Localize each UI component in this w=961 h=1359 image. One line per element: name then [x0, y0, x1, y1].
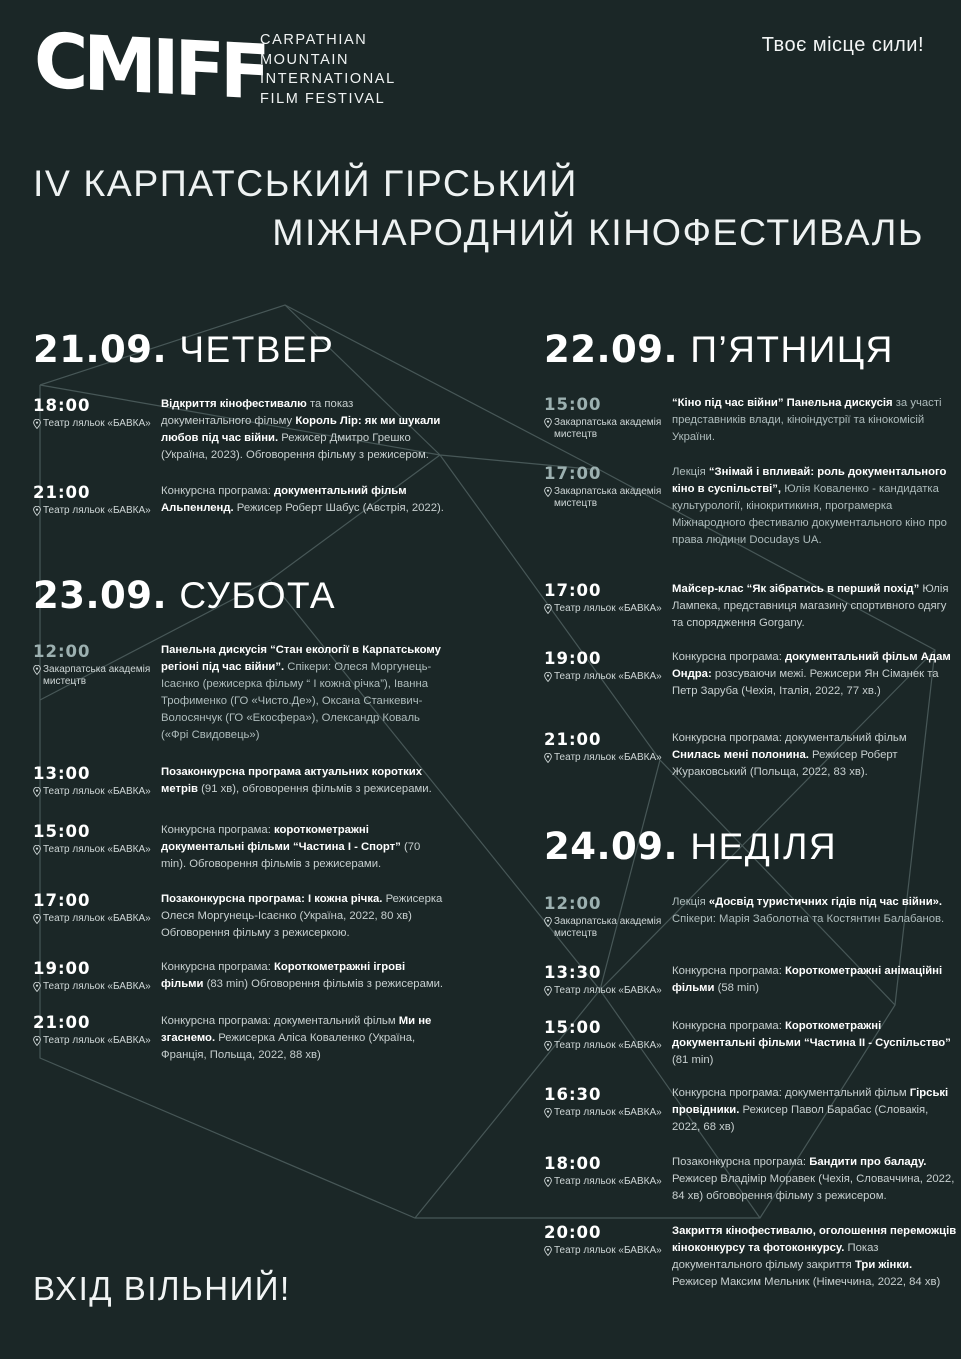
event-text: Позаконкурсна програма: — [672, 1156, 810, 1168]
event-description — [672, 649, 957, 700]
event-venue-label: Театр ляльок «БАВКА» — [43, 505, 151, 516]
event-venue-label: Закарпатська академія мистецтв — [554, 916, 662, 939]
event-highlight: документальний фільм Адам Ондра: — [672, 651, 951, 680]
event-venue-label: Театр ляльок «БАВКА» — [554, 985, 662, 996]
event-venue-label: Театр ляльок «БАВКА» — [554, 1040, 662, 1051]
event-description — [672, 464, 957, 549]
event-text: (81 min) — [672, 1054, 714, 1066]
event-text: Спікери: Марія Заболотна та Костянтин Балабанов. — [672, 913, 945, 925]
event-time: 21:00 — [544, 730, 602, 749]
location-pin-icon — [544, 1246, 552, 1256]
event-text: Конкурсна програма: — [161, 485, 274, 497]
event-time: 17:00 — [33, 891, 91, 910]
day-name: НЕДІЛЯ — [690, 826, 838, 867]
event-time: 20:00 — [544, 1223, 602, 1242]
event-text: Лекція — [672, 896, 709, 908]
event-time: 15:00 — [544, 395, 602, 414]
logo-subtitle-line: MOUNTAIN — [260, 51, 350, 68]
event-venue-label: Театр ляльок «БАВКА» — [43, 786, 151, 797]
event-venue — [544, 603, 674, 615]
event-venue — [544, 1176, 674, 1188]
event-highlight: Короткометражні ігрові фільми — [161, 961, 406, 990]
location-pin-icon — [33, 665, 41, 675]
event-text: Конкурсна програма: — [672, 1020, 785, 1032]
event-time: 12:00 — [33, 642, 91, 661]
event-text: Спікери: Олеся Моргунець-Ісаєнко (режисерка фільму “ І кожна річка”), Іванна Трофименко (ГО «Чисто.Де»), Оксана Станкевич-Волосянчук (ГО «Екосфера»), Олександр Коваль («Фрі Свидовець») — [161, 661, 432, 741]
event-highlight: Ми не згаснемо. — [161, 1015, 432, 1044]
event-text: Конкурсна програма: — [672, 965, 785, 977]
event-venue — [33, 981, 163, 993]
event-venue-label: Театр ляльок «БАВКА» — [43, 1035, 151, 1046]
event-venue-label: Закарпатська академія мистецтв — [554, 417, 662, 440]
event-venue-label: Театр ляльок «БАВКА» — [554, 1245, 662, 1256]
event-time: 17:00 — [544, 581, 602, 600]
event-venue — [33, 505, 163, 517]
event-text: Конкурсна програма: — [672, 651, 785, 663]
event-highlight: “Знімай і впливай: роль документального кіно в суспільстві”, — [672, 466, 947, 495]
event-text: (58 min) — [714, 982, 760, 994]
location-pin-icon — [544, 1041, 552, 1051]
event-highlight: Позаконкурсна програма актуальних коротких метрів — [161, 766, 423, 795]
logo-subtitle-line: INTERNATIONAL — [260, 71, 396, 87]
location-pin-icon — [33, 506, 41, 516]
event-venue-label: Закарпатська академія мистецтв — [554, 486, 662, 509]
event-venue — [33, 913, 163, 925]
event-time: 13:00 — [33, 764, 91, 783]
event-time: 19:00 — [33, 959, 91, 978]
event-highlight: Бандити про баладу. — [809, 1156, 927, 1168]
event-time: 17:00 — [544, 464, 602, 483]
day-date: 24.09. — [544, 825, 679, 868]
event-highlight: Панельна дискусія “Стан екології в Карпатському регіоні під час війни”. — [161, 644, 441, 673]
festival-title-line-1: IV КАРПАТСЬКИЙ ГІРСЬКИЙ — [33, 162, 578, 204]
event-description — [672, 894, 957, 928]
day-header — [544, 825, 961, 875]
day-block-sunday — [544, 825, 961, 1288]
event-time: 15:00 — [544, 1018, 602, 1037]
event-highlight: Позаконкурсна програма: І кожна річка. — [161, 893, 383, 905]
event-venue-label: Театр ляльок «БАВКА» — [43, 913, 151, 924]
location-pin-icon — [33, 982, 41, 992]
event-text: за участі представників влади, кіноіндустрії та кінокомісій України. — [672, 397, 942, 443]
location-pin-icon — [544, 418, 552, 428]
event-description — [672, 963, 957, 997]
day-block-friday — [544, 328, 961, 778]
event-text: (83 min) Обговорення фільмів з режисерами. — [203, 978, 444, 990]
logo-subtitle-line: FILM FESTIVAL — [260, 90, 386, 107]
location-pin-icon — [33, 1036, 41, 1046]
location-pin-icon — [544, 672, 552, 682]
event-text: Режисер Максим Мельник (Німеччина, 2022, 84 хв) — [672, 1276, 941, 1288]
event-highlight: “Кіно під час війни” Панельна дискусія — [672, 397, 893, 409]
event-venue — [544, 417, 674, 441]
event-venue-label: Театр ляльок «БАВКА» — [554, 1176, 662, 1187]
event-venue — [33, 786, 163, 798]
location-pin-icon — [544, 917, 552, 927]
event-venue-label: Закарпатська академія мистецтв — [43, 664, 151, 687]
location-pin-icon — [544, 487, 552, 497]
location-pin-icon — [544, 1177, 552, 1187]
event-time: 13:30 — [544, 963, 602, 982]
event-text: Режисер Павол Барабас (Словакія, 2022, 68 хв) — [672, 1104, 929, 1133]
event-text: Конкурсна програма: — [161, 824, 274, 836]
event-text: Режисер Владімір Моравек (Чехія, Словаччина, 2022, 84 хв) обговорення фільму з режисером. — [672, 1173, 955, 1202]
event-description — [161, 764, 446, 798]
event-venue — [33, 418, 163, 430]
event-venue-label: Театр ляльок «БАВКА» — [554, 603, 662, 614]
event-highlight: Майсер-клас “Як зібратись в перший похід” — [672, 583, 920, 595]
event-venue — [33, 844, 163, 856]
event-description — [672, 395, 957, 446]
day-name: П’ЯТНИЦЯ — [690, 329, 894, 370]
event-time: 19:00 — [544, 649, 602, 668]
event-time: 12:00 — [544, 894, 602, 913]
event-description — [672, 1085, 957, 1136]
event-venue-label: Театр ляльок «БАВКА» — [43, 844, 151, 855]
event-highlight: короткометражні документальні фільми “Частина І - Спорт” — [161, 824, 401, 853]
festival-logo: CMIFF — [34, 16, 266, 118]
event-highlight: «Досвід туристичних гідів під час війни». — [708, 896, 943, 908]
day-date: 23.09. — [33, 574, 168, 617]
event-venue — [544, 1107, 674, 1119]
event-description — [672, 581, 957, 632]
location-pin-icon — [33, 914, 41, 924]
event-venue-label: Театр ляльок «БАВКА» — [554, 1107, 662, 1118]
event-text: Показ документального фільму закриття — [672, 1242, 879, 1271]
event-text: Конкурсна програма: документальний фільм — [161, 1015, 399, 1027]
slogan: Твоє місце сили! — [761, 34, 924, 56]
event-venue-label: Театр ляльок «БАВКА» — [43, 981, 151, 992]
event-description — [161, 396, 446, 464]
festival-title-line-2: МІЖНАРОДНИЙ КІНОФЕСТИВАЛЬ — [272, 211, 924, 253]
day-name: ЧЕТВЕР — [179, 329, 335, 370]
day-name: СУБОТА — [179, 575, 337, 616]
event-description — [161, 891, 446, 942]
day-header — [33, 328, 453, 378]
event-text: Режисерка Олеся Моргунець-Ісаєнко (Україна, 2022, 80 хв) Обговорення фільму з режисеркою. — [161, 893, 443, 939]
location-pin-icon — [33, 845, 41, 855]
day-date: 21.09. — [33, 328, 168, 371]
event-time: 15:00 — [33, 822, 91, 841]
location-pin-icon — [33, 419, 41, 429]
event-venue — [544, 671, 674, 683]
event-text: (70 min). Обговорення фільмів з режисерами. — [161, 841, 421, 870]
event-venue — [544, 486, 674, 510]
event-highlight: документальний фільм Альпенленд. — [161, 485, 407, 514]
event-description — [161, 483, 446, 517]
event-text: Юлія Коваленко - кандидатка культурології, кінокритикиня, програмерка Міжнародного фестивалю документального кіно про права людини Docudays UA. — [672, 483, 947, 546]
event-time: 18:00 — [33, 396, 91, 415]
event-highlight: Короткометражні анімаційні фільми — [672, 965, 943, 994]
event-text: Конкурсна програма: — [161, 961, 274, 973]
event-text: Режисерка Аліса Коваленко (Україна, Франція, Польща, 2022, 88 хв) — [161, 1032, 416, 1061]
event-text: Конкурсна програма: документальний фільм — [672, 1087, 910, 1099]
event-description — [672, 730, 957, 781]
event-description — [161, 822, 446, 873]
event-venue — [544, 752, 674, 764]
event-venue — [544, 916, 674, 940]
event-venue — [544, 1040, 674, 1052]
event-highlight: Відкриття кінофестивалю — [161, 398, 307, 410]
location-pin-icon — [544, 753, 552, 763]
day-block-saturday — [33, 574, 453, 1061]
event-highlight: Закриття кінофестивалю, оголошення переможців кіноконкурсу та фотоконкурсу. — [672, 1225, 957, 1254]
day-header — [544, 328, 961, 378]
logo-subtitle-line: CARPATHIAN — [260, 32, 368, 48]
event-text: Режисер Роберт Шабус (Австрія, 2022). — [233, 502, 444, 514]
event-time: 18:00 — [544, 1154, 602, 1173]
event-time: 16:30 — [544, 1085, 602, 1104]
event-description — [161, 959, 446, 993]
free-entry-notice: ВХІД ВІЛЬНИЙ! — [33, 1270, 291, 1307]
event-text: Юлія Лампека, представниця магазину спортивного одягу та спорядження Gorgany. — [672, 583, 949, 629]
location-pin-icon — [33, 787, 41, 797]
event-highlight: Гірські провідники. — [672, 1087, 949, 1116]
event-highlight: Король Лір: як ми шукали любов під час війни. — [161, 415, 441, 444]
event-venue — [33, 1035, 163, 1047]
event-description — [672, 1223, 957, 1291]
event-text: Лекція — [672, 466, 709, 478]
event-description — [672, 1154, 957, 1205]
day-block-thursday — [33, 328, 453, 516]
day-header — [33, 574, 453, 624]
event-description — [161, 1013, 446, 1064]
event-highlight: Короткометражні документальні фільми “Частина ІІ - Суспільство” — [672, 1020, 951, 1049]
event-venue-label: Театр ляльок «БАВКА» — [554, 752, 662, 763]
event-text: розсуваючи межі. Режисери Ян Сіманек та Петр Заруба (Чехія, Італія, 2022, 77 хв.) — [672, 668, 939, 697]
location-pin-icon — [544, 1108, 552, 1118]
event-highlight: Три жінки. — [854, 1259, 913, 1271]
event-description — [672, 1018, 957, 1069]
event-time: 21:00 — [33, 483, 91, 502]
location-pin-icon — [544, 986, 552, 996]
logo-subtitle — [260, 31, 396, 109]
event-text: Режисер Роберт Жураковський (Польща, 2022, 83 хв). — [672, 749, 898, 778]
event-text: Режисер Дмитро Грешко (Україна, 2023). Обговорення фільму з режисером. — [161, 432, 429, 461]
event-venue-label: Театр ляльок «БАВКА» — [43, 418, 151, 429]
event-text: та показ документального фільму — [161, 398, 354, 427]
event-text: Конкурсна програма: документальний фільм — [672, 732, 907, 744]
event-time: 21:00 — [33, 1013, 91, 1032]
day-date: 22.09. — [544, 328, 679, 371]
event-venue — [544, 985, 674, 997]
event-venue-label: Театр ляльок «БАВКА» — [554, 671, 662, 682]
event-highlight: Снилась мені полонина. — [672, 749, 809, 761]
event-venue — [33, 664, 163, 688]
event-venue — [544, 1245, 674, 1257]
event-description — [161, 642, 446, 744]
location-pin-icon — [544, 604, 552, 614]
event-text: (91 хв), обговорення фільмів з режисерами. — [198, 783, 432, 795]
